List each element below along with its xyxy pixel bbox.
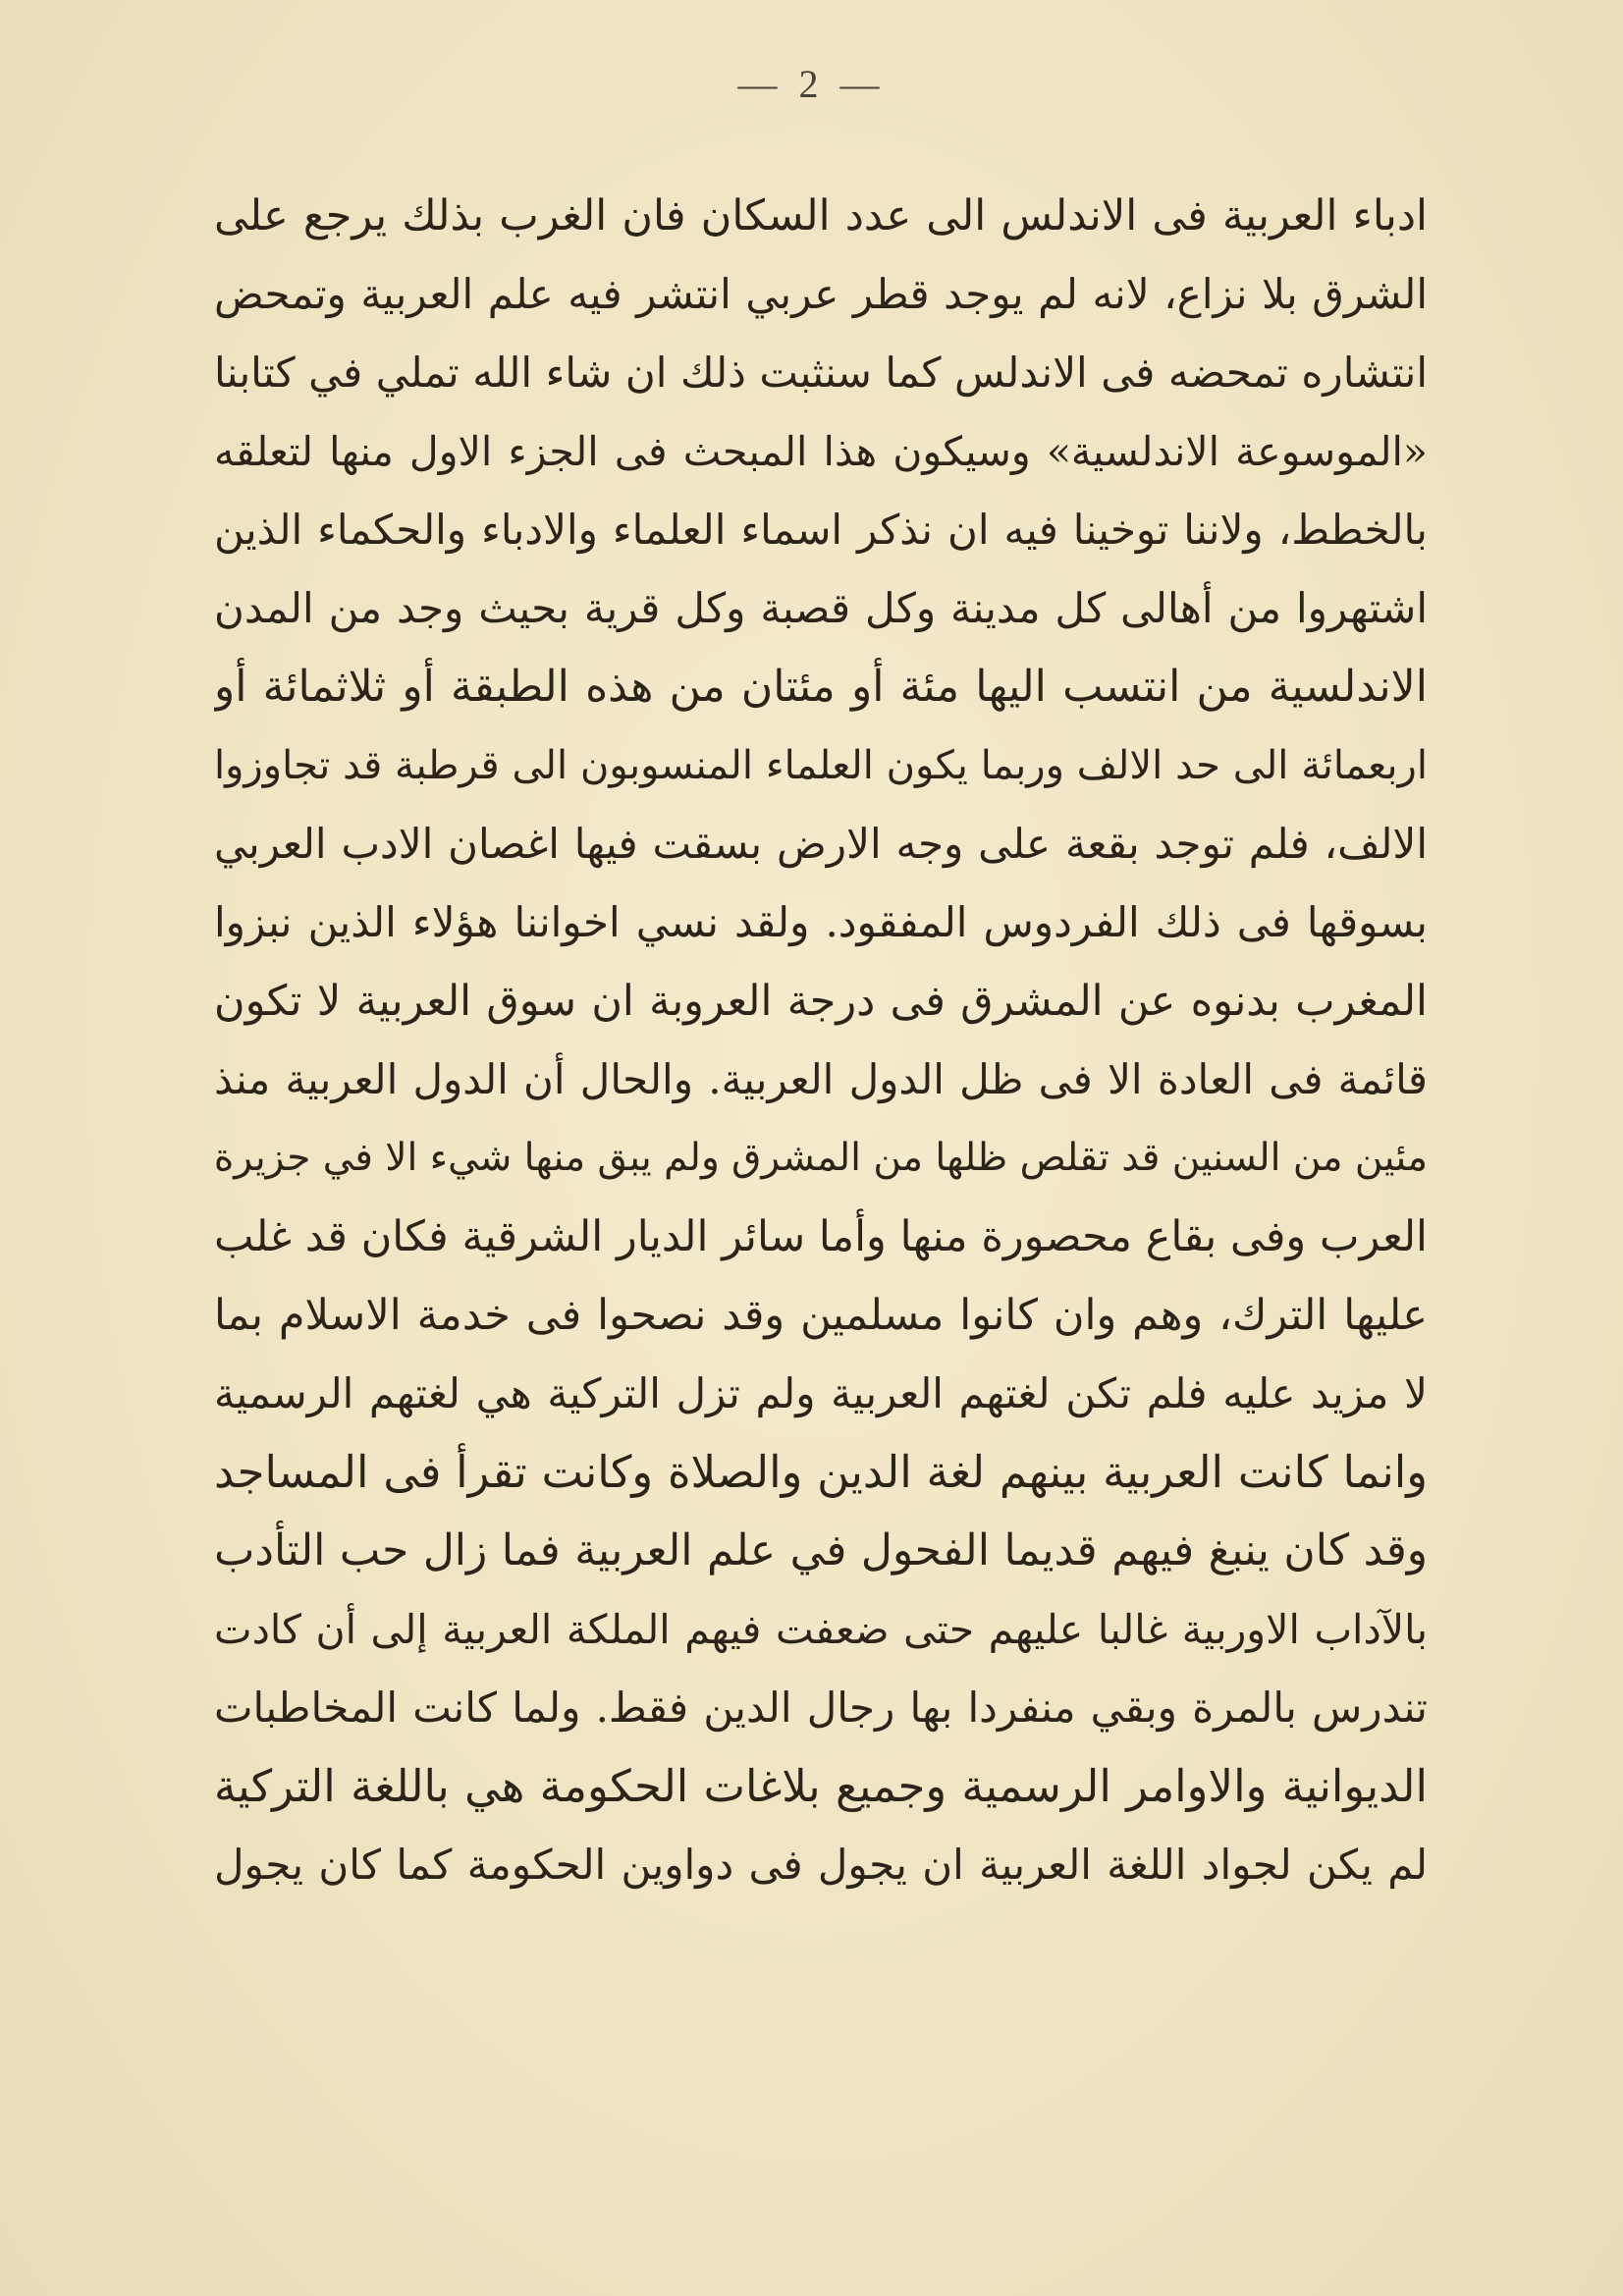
text-line: قائمة فى العادة الا فى ظل الدول العربية. والحال أن الدول العربية منذ [214, 1055, 1428, 1103]
text-line: اشتهروا من أهالى كل مدينة وكل قصبة وكل قرية بحيث وجد من المدن [214, 584, 1428, 632]
body-text [214, 177, 1428, 1904]
text-line: الالف، فلم توجد بقعة على وجه الارض بسقت فيها اغصان الادب العربي [214, 820, 1428, 868]
text-line: بسوقها فى ذلك الفردوس المفقود. ولقد نسي اخواننا هؤلاء الذين نبزوا [214, 898, 1428, 946]
text-line: لا مزيد عليه فلم تكن لغتهم العربية ولم تزل التركية هي لغتهم الرسمية [214, 1369, 1428, 1417]
text-line: ادباء العربية فى الاندلس الى عدد السكان فان الغرب بذلك يرجع على [214, 191, 1428, 240]
text-line: بالخطط، ولاننا توخينا فيه ان نذكر اسماء العلماء والادباء والحكماء الذين [214, 506, 1428, 554]
text-line: اربعمائة الى حد الالف وربما يكون العلماء المنسوبون الى قرطبة قد تجاوزوا [214, 743, 1428, 788]
text-line: عليها الترك، وهم وان كانوا مسلمين وقد نصحوا فى خدمة الاسلام بما [214, 1291, 1428, 1340]
text-line: وقد كان ينبغ فيهم قديما الفحول في علم العربية فما زال حب التأدب [214, 1525, 1428, 1575]
text-line: انتشاره تمحضه فى الاندلس كما سنثبت ذلك ان شاء الله تملي في كتابنا [214, 348, 1428, 397]
text-line: الديوانية والاوامر الرسمية وجميع بلاغات الحكومة هي باللغة التركية [214, 1760, 1428, 1812]
text-line: وانما كانت العربية بينهم لغة الدين والصلاة وكانت تقرأ فى المساجد [214, 1446, 1428, 1498]
text-line: الاندلسية من انتسب اليها مئة أو مئتان من هذه الطبقة أو ثلاثمائة أو [214, 662, 1428, 712]
text-line: تندرس بالمرة وبقي منفردا بها رجال الدين فقط. ولما كانت المخاطبات [214, 1683, 1428, 1732]
text-line: لم يكن لجواد اللغة العربية ان يجول فى دواوين الحكومة كما كان يجول [214, 1841, 1428, 1889]
page-number: — 2 — [737, 62, 886, 106]
text-line: «الموسوعة الاندلسية» وسيكون هذا المبحث فى الجزء الاول منها لتعلقه [214, 428, 1428, 475]
text-line: الشرق بلا نزاع، لانه لم يوجد قطر عربي انتشر فيه علم العربية وتمحض [214, 270, 1428, 318]
text-line: بالآداب الاوربية غالبا عليهم حتى ضعفت فيهم الملكة العربية إلى أن كادت [214, 1606, 1428, 1653]
text-line: مئين من السنين قد تقلص ظلها من المشرق ولم يبق منها شيء الا في جزيرة [214, 1136, 1428, 1180]
text-line: العرب وفى بقاع محصورة منها وأما سائر الديار الشرقية فكان قد غلب [214, 1212, 1428, 1261]
text-line: المغرب بدنوه عن المشرق فى درجة العروبة ان سوق العربية لا تكون [214, 977, 1428, 1026]
